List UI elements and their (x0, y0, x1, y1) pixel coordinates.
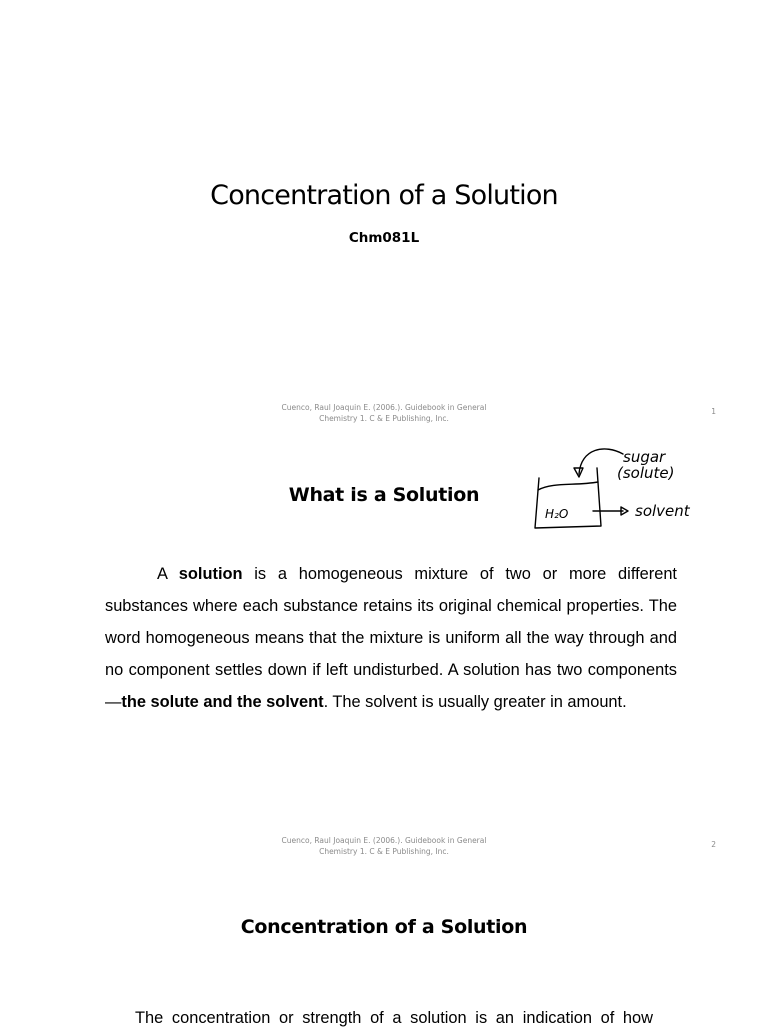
slide1-footer-line2: Chemistry 1. C & E Publishing, Inc. (319, 414, 449, 423)
slide3-heading: Concentration of a Solution (240, 916, 528, 938)
slide3-first-line: The concentration or strength of a solution is an indication of how (135, 1009, 653, 1027)
liquid-surface (538, 482, 598, 490)
solvent-label: solvent (635, 502, 690, 520)
slide2-heading: What is a Solution (288, 484, 480, 506)
solute-label: (solute) (617, 464, 675, 482)
solution-definition-paragraph: A solution is a homogeneous mixture of two or more different substances where each substance retains its original chemical properties. The word homogeneous means that the mixture is uniform all the way through and no component settles down if left undisturbed. A solution has two components—the solute and the solvent. The solvent is usually greater in amount. (105, 565, 677, 711)
slide2-footer-line1: Cuenco, Raul Joaquin E. (2006.). Guidebook in General (281, 836, 487, 845)
slide2-footer-line2: Chemistry 1. C & E Publishing, Inc. (319, 847, 449, 856)
slide1-footer (254, 402, 514, 424)
slide1-subtitle: Chm081L (348, 230, 420, 246)
slide2-page-number: 2 (711, 840, 716, 849)
slide1-title: Concentration of a Solution (210, 180, 558, 211)
beaker-sketch (525, 440, 715, 540)
sugar-label: sugar (623, 448, 666, 466)
solution-term: solution (178, 565, 243, 583)
solute-solvent-term: the solute and the solvent (121, 693, 324, 711)
h2o-label: H₂O (545, 507, 569, 521)
slide1-page-number: 1 (711, 407, 716, 416)
slide2-footer (254, 835, 514, 857)
slide1-footer-line1: Cuenco, Raul Joaquin E. (2006.). Guidebook in General (281, 403, 487, 412)
